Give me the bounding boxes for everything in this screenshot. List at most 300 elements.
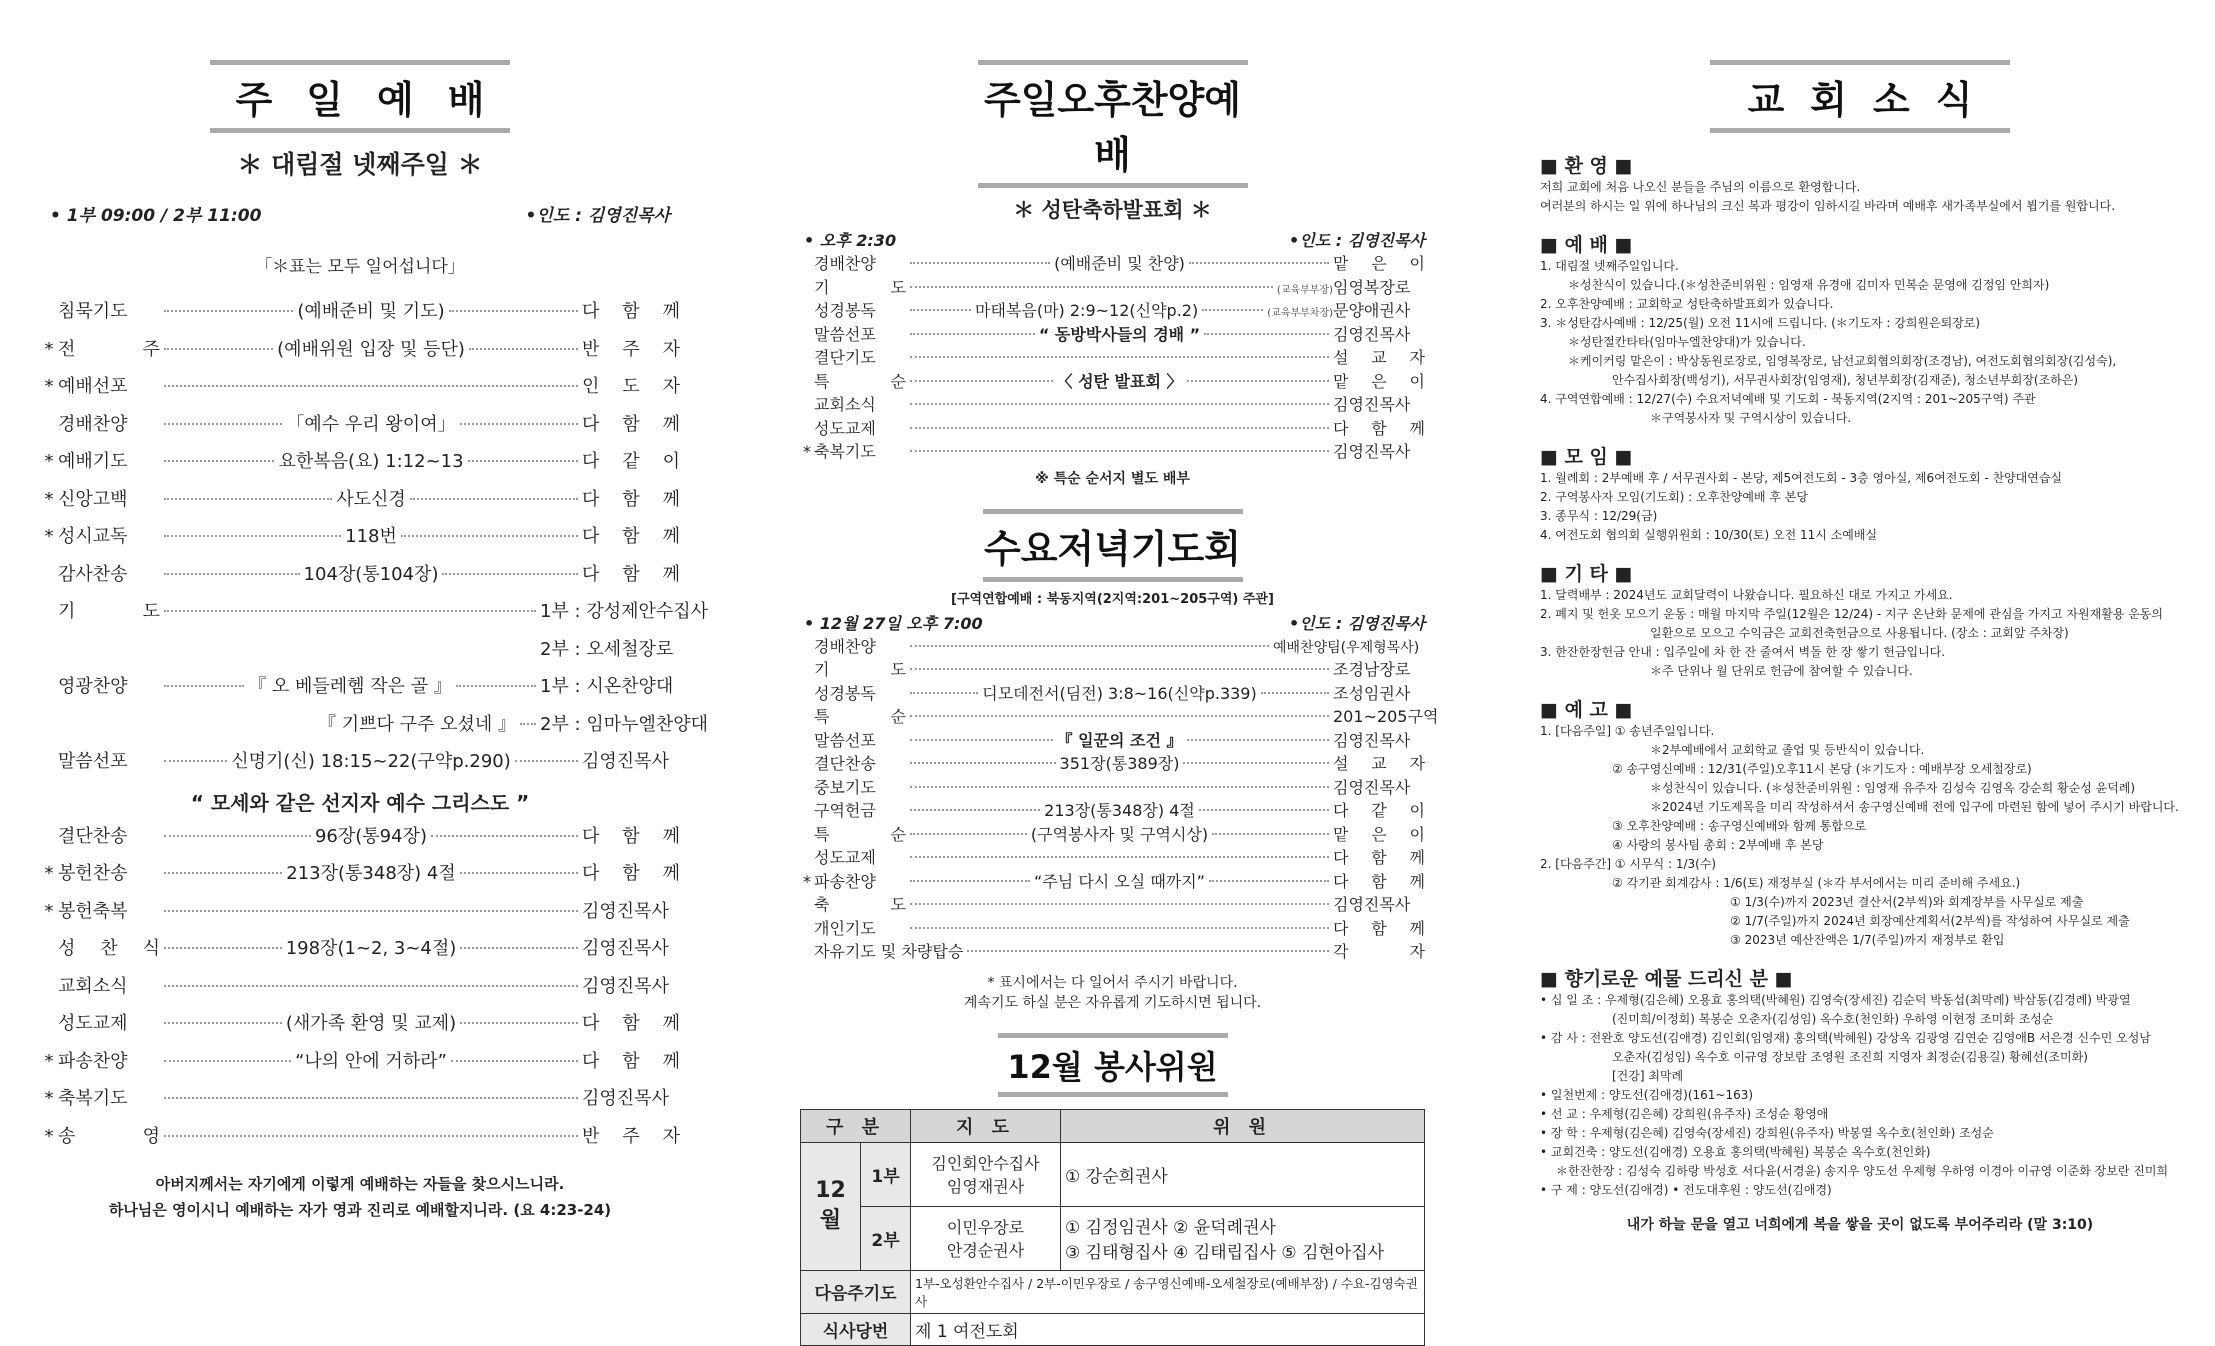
leader-dots: [1199, 809, 1329, 811]
order-content: “주님 다시 오실 때까지”: [1034, 871, 1205, 891]
order-row: [800, 751, 1425, 775]
volunteers-title: 12월 봉사위원: [1007, 1047, 1218, 1086]
order-label: 기 도: [58, 601, 160, 622]
news-section: [1540, 151, 2180, 216]
order-row: [800, 345, 1425, 369]
section-heading: ■ 환 영 ■: [1540, 155, 1633, 177]
sunday-worship-title: 주일예배: [235, 78, 519, 122]
news-line: • 일천번제 : 양도선(김애경)(161~163): [1540, 1088, 1754, 1102]
wednesday-title-box: [983, 509, 1243, 582]
order-person: 맡 은 이: [1333, 371, 1425, 391]
table-header: 위 원: [1061, 1109, 1425, 1142]
leader-dots: [410, 498, 578, 500]
order-label: 교회소식: [814, 395, 876, 414]
leader-dots: [910, 427, 1329, 429]
order-row: [800, 775, 1425, 799]
table-header: 구 분: [801, 1109, 911, 1142]
leader-dots: [910, 786, 1329, 788]
table-part: 2부: [861, 1206, 911, 1270]
table-row: [801, 1142, 1425, 1206]
table-value: 제 1 여전도회: [911, 1313, 1425, 1345]
volunteers-title-box: [998, 1033, 1228, 1097]
news-line: • 감 사 : 전완호 양도선(김애경) 김인회(임영재) 홍의택(박혜원) 강상옥 김광영 김연순 김영애B 서은경 신수민 오성남: [1540, 1031, 2151, 1045]
order-person: 맡 은 이: [1333, 824, 1425, 844]
order-row: [40, 1122, 680, 1160]
table-value: 1부-오성환안수집사 / 2부-이민우장로 / 송구영신예배-오세철장로(예배부장) / 수요-김영숙권사: [911, 1270, 1425, 1313]
news-line: 1. 대림절 넷째주일입니다.: [1540, 259, 1679, 273]
leader-dots: [1204, 333, 1329, 335]
order-row: [800, 822, 1425, 846]
church-news-sections: [1540, 151, 2180, 1200]
order-person: 예배찬양팀(우제형목사): [1273, 639, 1420, 656]
news-line: • 구 제 : 양도선(김애경) • 전도대후원 : 양도선(김애경): [1540, 1183, 1832, 1197]
order-person: 다 함 께: [582, 825, 680, 847]
order-content: 96장(통94장): [314, 825, 428, 847]
order-content: (새가족 환영 및 교제): [285, 1013, 457, 1034]
section-heading: ■ 향기로운 예물 드리신 분 ■: [1540, 968, 1793, 990]
sunday-worship-info: [40, 201, 680, 226]
news-line: ② 송구영신예배 : 12/31(주일)오후11시 본당 (＊기도자 : 예배부장 오세철장로): [1612, 762, 2032, 776]
order-row: [40, 372, 680, 410]
leader-dots: [910, 833, 1027, 835]
order-label: 신앙고백: [58, 488, 128, 510]
order-content: “나의 안에 거하라”: [295, 1050, 447, 1072]
wednesday-title: 수요저녁기도회: [984, 526, 1241, 571]
news-line: 3. 종무식 : 12/29(금): [1540, 509, 1658, 523]
order-row: [40, 859, 680, 897]
closing-verse: [40, 1171, 680, 1223]
news-line: 3. 한잔한장헌금 안내 : 입주일에 차 한 잔 줄여서 벽돌 한 장 쌓기 헌금입니다.: [1540, 645, 1946, 659]
leader-dots: [910, 856, 1329, 858]
order-label: 결단찬송: [814, 754, 876, 773]
leader-dots: [442, 573, 578, 575]
order-person: 문양애권사: [1333, 301, 1411, 320]
leader-dots: [910, 333, 1035, 335]
order-row: [40, 335, 680, 373]
order-label: 축 도: [814, 895, 906, 914]
order-label: 구역헌금: [814, 801, 876, 820]
order-content: 351장(통389장): [1059, 754, 1180, 773]
sunday-worship-subtitle: ＊ 대림절 넷째주일 ＊: [237, 150, 483, 179]
order-row: [800, 916, 1425, 940]
order-row: [800, 322, 1425, 346]
order-row: [800, 798, 1425, 822]
order-content: “ 동방박사들의 경배 ”: [1038, 324, 1201, 344]
news-line: 4. 구역연합예배 : 12/27(수) 수요저녁예배 및 기도회 - 북동지역(2지역 : 201~205구역) 주관: [1540, 392, 2036, 406]
order-person: 다 함 께: [582, 563, 681, 585]
order-person: 인 도 자: [582, 376, 680, 397]
order-row: [800, 298, 1425, 322]
news-line: ＊케이커링 맡은이 : 박상동원로장로, 임영복장로, 남선교회협의회장(조경남), 여전도회협의회장(김성숙),: [1568, 354, 2117, 368]
news-line: 4. 여전도회 협의회 실행위원회 : 10/30(토) 오전 11시 소예배실: [1540, 528, 1878, 542]
leader-dots: [431, 835, 578, 837]
order-list-1: [40, 297, 680, 597]
special-program-note: ※ 특순 순서지 별도 배부: [1035, 470, 1190, 487]
wednesday-time: • 12월 27일 오후 7:00: [804, 613, 983, 633]
order-row: [40, 485, 680, 523]
order-star: *: [44, 526, 54, 547]
order-star: *: [44, 1088, 54, 1109]
wednesday-note-1: * 표시에서는 다 일어서 주시기 바랍니다.: [987, 974, 1238, 991]
order-star: *: [44, 488, 54, 510]
members-line: ③ 김태형집사 ④ 김태립집사 ⑤ 김현아집사: [1065, 1243, 1385, 1263]
order-row: [40, 297, 680, 335]
leader-dots: [910, 739, 1053, 741]
news-line: ＊2부예배에서 교회학교 졸업 및 등반식이 있습니다.: [1650, 743, 1925, 757]
order-label: 봉헌찬송: [58, 863, 128, 884]
order-label: 말씀선포: [58, 751, 128, 772]
news-section: [1540, 442, 2180, 545]
order-label: 축복기도: [58, 1088, 128, 1109]
leader-dots: [910, 450, 1329, 452]
news-line: 저희 교회에 처음 나오신 분들을 주님의 이름으로 환영합니다.: [1540, 180, 1861, 194]
order-row-glory-2: [40, 710, 709, 748]
order-row: [40, 1047, 680, 1085]
leader-dots: [1261, 692, 1329, 694]
glory-hymn-1: 『 오 베들레헴 작은 골 』: [248, 676, 452, 697]
order-label: 파송찬양: [814, 871, 876, 891]
news-line: 1. 월례회 : 2부예배 후 / 서무권사회 - 본당, 제5여전도회 - 3층 영아실, 제6여전도회 - 찬양대연습실: [1540, 471, 2063, 485]
table-row: [801, 1270, 1425, 1313]
order-row: [40, 822, 680, 860]
order-person: 다 함 께: [1333, 848, 1425, 867]
order-row: [40, 560, 680, 598]
role-note: (교육부부차장): [1267, 308, 1334, 319]
news-line: 2. 오후찬양예배 : 교회학교 성탄축하발표회가 있습니다.: [1540, 297, 1834, 311]
order-label: 성도교제: [814, 848, 876, 867]
order-row: [800, 657, 1425, 681]
news-line: ① 1/3(수)까지 2023년 결산서(2부씩)와 회계장부를 사무실로 제출: [1730, 895, 2084, 909]
sermon-preacher: 김영진목사: [582, 751, 669, 772]
order-person: 임영복장로: [1333, 277, 1411, 297]
news-line: 2. 폐지 및 헌옷 모으기 운동 : 매월 마지막 주일(12월은 12/24) - 지구 온난화 문제에 관심을 가지고 자원재활용 운동의: [1540, 607, 2163, 621]
church-news-title: 교회소식: [1747, 78, 1999, 122]
table-members: ① 강순희권사: [1061, 1142, 1425, 1206]
order-content: 『 일꾼의 조건 』: [1056, 730, 1183, 750]
worship-leader: •인도 : 김영진목사: [525, 206, 670, 226]
order-row: [800, 704, 1439, 728]
order-label: 감사찬송: [58, 563, 128, 585]
leader-dots: [469, 348, 578, 350]
order-content: (구역봉사자 및 구역시상): [1030, 824, 1209, 844]
order-person: 각 자: [1333, 942, 1425, 961]
worship-time: • 1부 09:00 / 2부 11:00: [50, 206, 262, 226]
order-content: 213장(통348장) 4절: [286, 863, 456, 884]
verse-line-1: 아버지께서는 자기에게 이렇게 예배하는 자들을 찾으시느니라.: [155, 1175, 565, 1193]
order-person: 김영진목사: [582, 938, 669, 959]
table-header-row: [801, 1109, 1425, 1142]
order-row-prayer-2: [40, 635, 680, 673]
order-content: 213장(통348장) 4절: [1044, 801, 1195, 820]
news-line: ＊성탄절칸타타(임마누엘찬양대)가 있습니다.: [1568, 335, 1806, 349]
leader-dots: [164, 498, 332, 500]
sunday-worship-title-box: [210, 60, 519, 133]
order-person: 조경남장로: [1333, 660, 1411, 679]
leader-dots: [164, 348, 273, 350]
order-content: 「예수 우리 왕이여」: [286, 413, 456, 435]
order-content: (예배준비 및 찬양): [1054, 254, 1185, 273]
leader-dots: [164, 1135, 578, 1137]
order-label: 말씀선포: [814, 324, 876, 344]
order-person: 반 주 자: [582, 338, 681, 360]
afternoon-title: 주일오후찬양예배: [984, 78, 1241, 177]
order-label: 특 순: [814, 824, 906, 844]
leader-dots: [910, 692, 978, 694]
order-row: [800, 369, 1425, 393]
order-row: [800, 439, 1425, 463]
news-line: 2. [다음주간] ① 시무식 : 1/3(수): [1540, 857, 1717, 871]
order-label: 경배찬양: [814, 254, 876, 273]
order-star: *: [44, 376, 54, 397]
section-heading: ■ 예 배 ■: [1540, 234, 1633, 256]
order-star: *: [44, 863, 54, 884]
leader-dots: [164, 460, 274, 462]
glory-choir-1: 1부 : 시온찬양대: [540, 676, 674, 697]
church-news-column: [1540, 60, 2180, 1234]
order-content: 디모데전서(딤전) 3:8~16(신약p.339): [982, 683, 1257, 703]
leader-dots: [1187, 380, 1330, 382]
leader-dots: [1187, 739, 1330, 741]
leader-dots: [164, 910, 578, 912]
order-row: [800, 845, 1425, 869]
order-star: *: [44, 1050, 54, 1072]
news-line: ③ 오후찬양예배 : 송구영신예배와 함께 통합으로: [1612, 819, 1867, 833]
leader-dots: [1183, 762, 1329, 764]
leader-dots: [910, 262, 1050, 264]
order-label: 성도교제: [814, 418, 876, 438]
order-label: 파송찬양: [58, 1050, 128, 1072]
news-line: ② 각기관 회계감사 : 1/6(토) 재정부실 (＊각 부서에서는 미리 준비해 주세요.): [1612, 876, 2021, 890]
leader-dots: [460, 872, 578, 874]
order-person: 김영진목사: [1333, 395, 1411, 414]
news-line: ＊성찬식이 있습니다.(＊성찬준비위원 : 임영재 유경애 김미자 민복순 문영애 김정임 안희자): [1568, 278, 2050, 292]
order-row: [40, 1084, 680, 1122]
order-person: 다 함 께: [582, 488, 680, 510]
leader-dots: [468, 460, 578, 462]
order-label: 기 도: [814, 277, 906, 297]
afternoon-leader: •인도 : 김영진목사: [1289, 231, 1425, 250]
news-line: • 장 학 : 우제형(김은혜) 김영숙(장세진) 강희원(유주자) 박봉열 옥수호(천인화) 조성순: [1540, 1126, 1994, 1140]
order-label: 교회소식: [58, 975, 128, 997]
news-line: • 십 일 조 : 우제형(김은혜) 오용효 홍의택(박혜원) 김영숙(장세진) 김순덕 박동섭(최막례) 박삼동(김경례) 박광열: [1540, 993, 2131, 1007]
order-star: *: [44, 900, 54, 922]
leader-dots: [164, 1097, 578, 1099]
table-month: 12월: [801, 1142, 861, 1270]
order-row: [800, 681, 1425, 705]
order-person: 다 함 께: [582, 301, 680, 322]
leader-dots: [910, 356, 1329, 358]
news-line: [건강] 최막례: [1612, 1069, 1684, 1083]
church-news-title-box: [1710, 60, 2010, 133]
leader-dots: [910, 645, 1269, 647]
news-section: [1540, 964, 2180, 1200]
volunteers-table: [800, 1109, 1425, 1346]
news-line: ＊2024년 기도제목을 미리 작성하셔서 송구영신예배 전에 입구에 마련된 함에 넣어 주시기 바랍니다.: [1650, 800, 2179, 814]
order-row: [800, 939, 1425, 963]
table-row: [801, 1206, 1425, 1270]
order-label: 경배찬양: [814, 636, 876, 656]
news-line: ＊주 단위나 월 단위로 헌금에 참여할 수 있습니다.: [1650, 664, 1913, 678]
order-label: 전 주: [58, 338, 160, 360]
afternoon-subtitle: ＊ 성탄축하발표회 ＊: [1013, 198, 1212, 222]
news-line: 1. 달력배부 : 2024년도 교회달력이 나왔습니다. 필요하신 대로 가지고 가세요.: [1540, 588, 1953, 602]
order-row: [800, 275, 1425, 299]
order-person: 다 같 이: [582, 451, 680, 472]
order-label: 특 순: [814, 371, 906, 391]
order-person: 다 함 께: [1333, 918, 1425, 938]
table-label: 다음주기도: [801, 1270, 911, 1313]
order-label: 개인기도: [814, 918, 876, 938]
order-content: 104장(통104장): [303, 563, 439, 585]
order-person: 김영진목사: [582, 1088, 669, 1109]
order-row: [800, 728, 1425, 752]
order-row: [800, 251, 1425, 275]
news-section: [1540, 695, 2180, 950]
afternoon-time: • 오후 2:30: [804, 231, 897, 250]
order-label: 결단기도: [814, 348, 876, 367]
verse-line-2: 하나님은 영이시니 예배하는 자가 영과 진리로 예배할지니라. (요 4:23-24): [108, 1201, 612, 1219]
leader-dots: [910, 668, 1329, 670]
closing-verse-malachi: 내가 하늘 문을 열고 너희에게 복을 쌓을 곳이 없도록 부어주리라 (말 3:10): [1626, 1217, 2094, 1233]
leader-dots: [164, 385, 578, 387]
members-line: ① 김정임권사 ② 윤덕례권사: [1065, 1218, 1276, 1238]
wednesday-notes: [800, 973, 1425, 1013]
leader-dots: [164, 535, 341, 537]
order-row: [800, 392, 1425, 416]
news-line: (진미희/이정회) 복봉순 오춘자(김성임) 옥수호(천인화) 우하영 이현정 조미화 조성순: [1612, 1012, 2054, 1026]
order-person: 다 함 께: [582, 413, 681, 435]
news-line: 일환으로 모으고 수익금은 교회전축헌금으로 사용됩니다. (장소 : 교회앞 주차장): [1650, 626, 2069, 640]
table-row: [801, 1313, 1425, 1345]
leader-dots: [910, 309, 971, 311]
order-star: *: [803, 871, 811, 891]
table-lead: 김인회안수집사 임영재권사: [911, 1142, 1061, 1206]
news-line: ＊구역봉사자 및 구역시상이 있습니다.: [1650, 411, 1852, 425]
order-row: [800, 416, 1425, 440]
leader-dots: [164, 872, 282, 874]
order-label: 송 영: [58, 1125, 160, 1147]
order-person: 김영진목사: [1333, 442, 1411, 461]
order-label: 말씀선포: [814, 730, 876, 750]
leader-dots: [164, 947, 282, 949]
order-person: 다 함 께: [582, 1013, 681, 1034]
sunday-worship-column: [40, 60, 709, 1223]
leader-dots: [967, 950, 1329, 952]
order-label: 중보기도: [814, 777, 876, 797]
order-person: 맡 은 이: [1333, 254, 1426, 273]
order-label: 축복기도: [814, 442, 876, 461]
order-person: 다 함 께: [582, 1050, 680, 1072]
leader-dots: [164, 573, 300, 575]
order-row: [40, 1009, 680, 1047]
leader-dots: [910, 903, 1329, 905]
news-line: 3. ＊성탄감사예배 : 12/25(월) 오전 11시에 드립니다. (＊기도자 : 강희원은퇴장로): [1540, 316, 1981, 330]
order-star: *: [44, 1125, 54, 1147]
order-person: 김영진목사: [1333, 730, 1411, 750]
leader-dots: [910, 715, 1329, 717]
order-content: (예배위원 입장 및 등단): [277, 338, 465, 360]
leader-dots: [1202, 309, 1263, 311]
order-person: 김영진목사: [1333, 777, 1411, 797]
order-person: 설 교 자: [1333, 754, 1425, 773]
leader-dots: [910, 762, 1056, 764]
order-person: 김영진목사: [1333, 895, 1411, 914]
order-label: 봉헌축복: [58, 900, 128, 922]
leader-dots: [460, 1022, 578, 1024]
order-row: [800, 869, 1425, 893]
leader-dots: [164, 310, 293, 312]
order-label: 성경봉독: [814, 301, 876, 320]
news-line: ＊성찬식이 있습니다. (＊성찬준비위원 : 임영재 유주자 김성숙 김영옥 강순희 황순성 윤덕례): [1650, 781, 2136, 795]
order-person: 다 함 께: [582, 526, 680, 547]
order-person: 조성임권사: [1333, 683, 1411, 703]
wednesday-note-2: 계속기도 하실 분은 자유롭게 기도하시면 됩니다.: [963, 994, 1262, 1011]
news-line: ＊한잔한장 : 김성숙 김하랑 박성호 서다윤(서경윤) 송지우 양도선 우제형 우하영 이경아 이규영 이준화 장보란 진미희: [1556, 1164, 2169, 1178]
order-content: 〈 성탄 발표회 〉: [1056, 371, 1183, 391]
order-content: 마태복음(마) 2:9~12(신약p.2): [975, 301, 1199, 320]
leader-dots: [164, 835, 311, 837]
order-person: 설 교 자: [1333, 348, 1425, 367]
order-row: [40, 972, 680, 1010]
order-label: 예배선포: [58, 376, 128, 397]
order-row: [40, 897, 680, 935]
table-label: 식사당번: [801, 1313, 911, 1345]
leader-dots: [910, 286, 1273, 288]
order-row: [40, 934, 680, 972]
wednesday-leader: •인도 : 김영진목사: [1289, 613, 1425, 633]
news-line: 2. 구역봉사자 모임(기도회) : 오후찬양예배 후 본당: [1540, 490, 1808, 504]
order-label: 침묵기도: [58, 301, 128, 322]
order-content: 118번: [345, 526, 397, 547]
order-label: 성경봉독: [814, 683, 876, 703]
order-star: *: [803, 442, 811, 461]
order-label: 성시교독: [58, 526, 128, 547]
leader-dots: [460, 423, 578, 425]
sermon-scripture: 신명기(신) 18:15~22(구약p.290): [231, 751, 511, 772]
table-members: [1061, 1206, 1425, 1270]
afternoon-info: [800, 228, 1425, 251]
order-row-sermon: [40, 747, 680, 785]
order-label: 기 도: [814, 660, 906, 679]
order-row: [40, 522, 680, 560]
afternoon-title-box: [978, 60, 1248, 188]
leader-dots: [460, 947, 578, 949]
news-line: ④ 사랑의 봉사팀 총회 : 2부예배 후 본당: [1612, 838, 1824, 852]
news-line: 안수집사회장(백성기), 서무권사회장(임영재), 청년부회장(김재준), 청소년부회장(조하은): [1612, 373, 2079, 387]
news-line: • 교회건축 : 양도선(김애경) 오용효 홍의택(박혜원) 복봉순 옥수호(천인화): [1540, 1145, 1931, 1159]
table-part: 1부: [861, 1142, 911, 1206]
leader-dots: [164, 1022, 282, 1024]
order-person: 201~205구역: [1333, 707, 1439, 726]
wednesday-order-list: [800, 634, 1439, 963]
order-row: [800, 634, 1425, 658]
leader-dots: [401, 535, 578, 537]
table-lead: 이민우장로 안경순권사: [911, 1206, 1061, 1270]
order-person: 김영진목사: [1333, 324, 1411, 344]
prayer-2nd-service: 2부 : 오세철장로: [540, 638, 674, 660]
leader-dots: [451, 1060, 578, 1062]
order-row: [40, 447, 680, 485]
wednesday-info: [800, 611, 1425, 634]
sermon-title: “ 모세와 같은 선지자 예수 그리스도 ”: [190, 790, 530, 815]
order-content: 198장(1~2, 3~4절): [285, 938, 457, 959]
order-person: 김영진목사: [582, 975, 669, 997]
afternoon-column: [800, 60, 1439, 1346]
leader-dots: [910, 809, 1040, 811]
news-line: • 선 교 : 우제형(김은혜) 강희원(유주자) 조성순 황영애: [1540, 1107, 1829, 1121]
order-person: 다 함 께: [1333, 418, 1425, 438]
order-content: (예배준비 및 기도): [297, 301, 445, 322]
